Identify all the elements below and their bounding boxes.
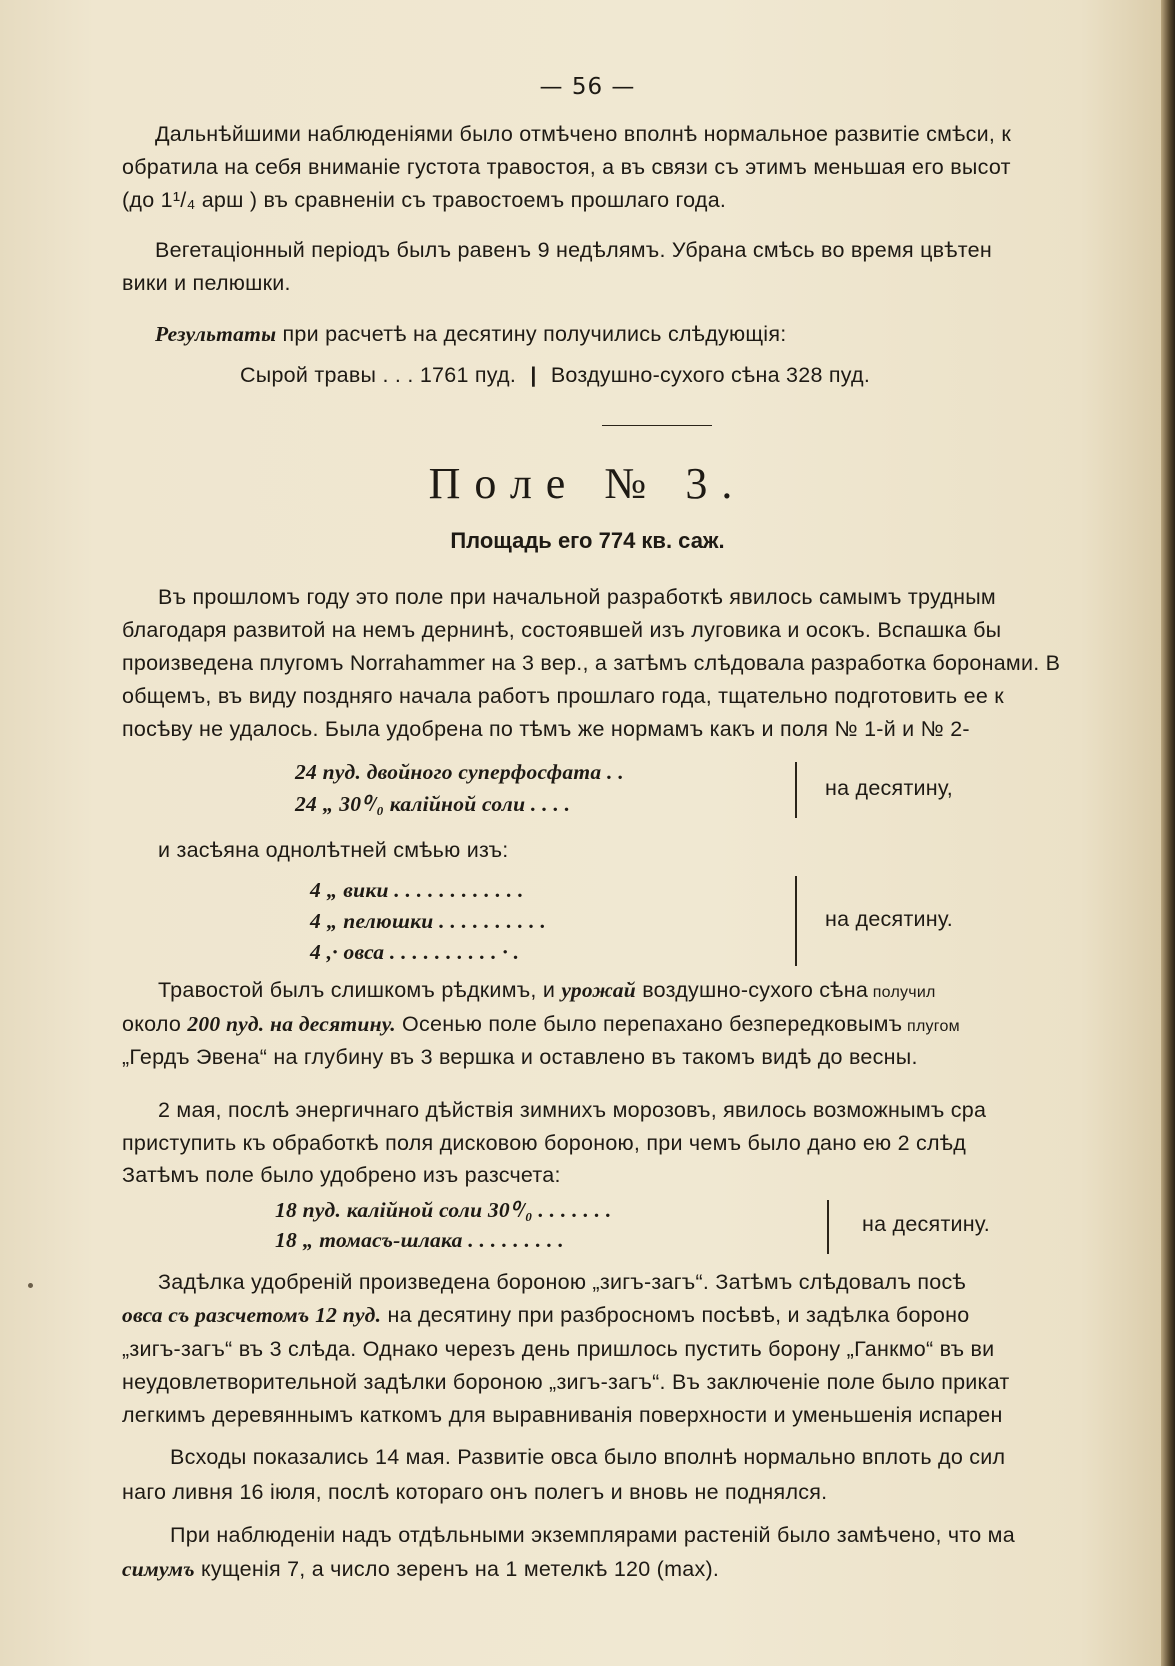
- results-text: при расчетѣ на десятину получились слѣдующія:: [276, 322, 787, 346]
- results-label: Результаты: [155, 322, 277, 346]
- paragraph-8-line-4: неудовлетворительной задѣлки бороною „зигъ-загъ“. Въ заключеніе поле было прикат: [122, 1370, 1010, 1394]
- paragraph-4-line-2: благодаря развитой на немъ дернинѣ, состоявшей изъ луговика и осокъ. Вспашка бы: [122, 618, 1002, 642]
- paragraph-7-line-2: приступить къ обработкѣ поля дисковою бороною, при чемъ было дано ею 2 слѣд: [122, 1131, 967, 1155]
- paragraph-8-seeding-rate: овса съ разсчетомъ 12 пуд.: [122, 1303, 382, 1327]
- results-intro: [155, 322, 786, 347]
- paragraph-2-line-2: вики и пелюшки.: [122, 271, 291, 295]
- paragraph-9-line-1: Всходы показались 14 мая. Развитіе овса было вполнѣ нормально вплоть до сил: [170, 1445, 1006, 1469]
- paragraph-4-line-5: посѣву не удалось. Была удобрена по тѣмъ же нормамъ какъ и поля № 1-й и № 2-: [122, 717, 970, 741]
- paragraph-4-line-1: Въ прошломъ году это поле при начальной разработкѣ явилось самымъ трудным: [158, 585, 996, 609]
- seeds-brace: [795, 876, 797, 966]
- seed-row-vetch: 4 „ вики . . . . . . . . . . . .: [310, 878, 524, 902]
- paragraph-6-margin-1: получил: [868, 984, 936, 1001]
- fertilizer-1-row-1: 24 пуд. двойного суперфосфата . .: [295, 760, 624, 784]
- paragraph-6-line-3: „Гердъ Эвена“ на глубину въ 3 вершка и оставлено въ такомъ видѣ до весны.: [122, 1045, 918, 1069]
- paragraph-4-line-4: общемъ, въ виду поздняго начала работъ прошлаго года, тщательно подготовить ее к: [122, 684, 1004, 708]
- paragraph-6-text-d: около: [122, 1012, 188, 1036]
- fertilizer-1-brace: [795, 762, 797, 818]
- paragraph-10-text: кущенія 7, а число зеренъ на 1 метелкѣ 120 (max).: [194, 1557, 720, 1581]
- paragraph-10-maximum: симумъ: [122, 1557, 195, 1581]
- paragraph-7-line-1: 2 мая, послѣ энергичнаго дѣйствія зимнихъ морозовъ, явилось возможнымъ сра: [158, 1098, 987, 1122]
- fertilizer-1-row-2: 24 „ 30⁰/₀ калійной соли . . . .: [295, 792, 571, 816]
- paragraph-6-text-a: Травостой былъ слишкомъ рѣдкимъ, и: [158, 978, 562, 1002]
- paragraph-9-line-2: наго ливня 16 іюля, послѣ котораго онъ полегъ и вновь не поднялся.: [122, 1480, 828, 1504]
- section-heading: Поле № 3.: [428, 459, 747, 508]
- paragraph-8-line-5: легкимъ деревяннымъ каткомъ для выравниванія поверхности и уменьшенія испарен: [122, 1403, 1003, 1427]
- paragraph-8-line-3: „зигъ-загъ“ въ 3 слѣда. Однако черезъ день пришлось пустить борону „Ганкмо“ въ ви: [122, 1337, 995, 1361]
- paragraph-10-line-1: При наблюденіи надъ отдѣльными экземплярами растеній было замѣчено, что ма: [170, 1523, 1015, 1547]
- seed-row-oats: 4 ,· овса . . . . . . . . . . · .: [310, 940, 520, 964]
- paragraph-6-line-2: [122, 1012, 960, 1037]
- section-divider: [602, 425, 712, 426]
- seeds-label: на десятину.: [825, 907, 954, 931]
- fertilizer-2-row-2: 18 „ томасъ-шлака . . . . . . . . .: [275, 1228, 564, 1252]
- paragraph-8-line-2: [122, 1303, 969, 1328]
- fertilizer-1-label: на десятину,: [825, 776, 954, 800]
- page-number: — 56 —: [539, 74, 636, 100]
- fertilizer-2-brace: [827, 1200, 829, 1254]
- paragraph-6-text-c: воздушно-сухого сѣна: [635, 978, 869, 1002]
- paragraph-6-text-e: Осенью поле было перепахано безпередковымъ: [395, 1012, 903, 1036]
- yield-hay: Воздушно-сухого сѣна 328 пуд.: [550, 363, 871, 387]
- yield-raw-grass: Сырой травы . . . 1761 пуд.: [240, 363, 517, 387]
- paragraph-6-yield: 200 пуд. на десятину.: [187, 1012, 396, 1036]
- paragraph-7-line-3: Затѣмъ поле было удобрено изъ разсчета:: [122, 1163, 561, 1187]
- sowing-intro: и засѣяна однолѣтней смѣью изъ:: [158, 838, 509, 862]
- paragraph-2-line-1: Вегетаціонный періодъ былъ равенъ 9 недѣлямъ. Убрана смѣсь во время цвѣтен: [155, 238, 992, 262]
- paragraph-6-margin-2: плугом: [902, 1018, 960, 1035]
- yield-separator: |: [530, 363, 537, 387]
- section-subheading: Площадь его 774 кв. саж.: [450, 528, 725, 553]
- paragraph-1-line-1: Дальнѣйшими наблюденіями было отмѣчено вполнѣ нормальное развитіе смѣси, к: [155, 122, 1012, 146]
- paragraph-6-line-1: [158, 978, 936, 1003]
- seed-row-pea: 4 „ пелюшки . . . . . . . . . .: [310, 909, 546, 933]
- fertilizer-2-row-1: 18 пуд. калійной соли 30⁰/₀ . . . . . . .: [275, 1198, 612, 1222]
- paragraph-8-line-1: Задѣлка удобреній произведена бороною „зигъ-загъ“. Затѣмъ слѣдовалъ посѣ: [158, 1270, 966, 1294]
- yield-line: [240, 363, 870, 388]
- paragraph-1-line-2: обратила на себя вниманіе густота травостоя, а въ связи съ этимъ меньшая его высот: [122, 155, 1011, 179]
- fertilizer-2-label: на десятину.: [862, 1212, 991, 1236]
- paragraph-6-harvest: урожай: [561, 978, 636, 1002]
- paragraph-8-text: на десятину при разбросномъ посѣвѣ, и задѣлка бороно: [381, 1303, 970, 1327]
- paragraph-4-line-3: произведена плугомъ Norrahammer на 3 вер., а затѣмъ слѣдовала разработка боронами. В: [122, 651, 1061, 675]
- page-binding-edge: [1161, 0, 1175, 1666]
- paragraph-1-line-3: (до 1¹/₄ арш ) въ сравненіи съ травостоемъ прошлаго года.: [122, 188, 727, 212]
- paragraph-10-line-2: [122, 1557, 719, 1582]
- paper-speck: [28, 1283, 33, 1288]
